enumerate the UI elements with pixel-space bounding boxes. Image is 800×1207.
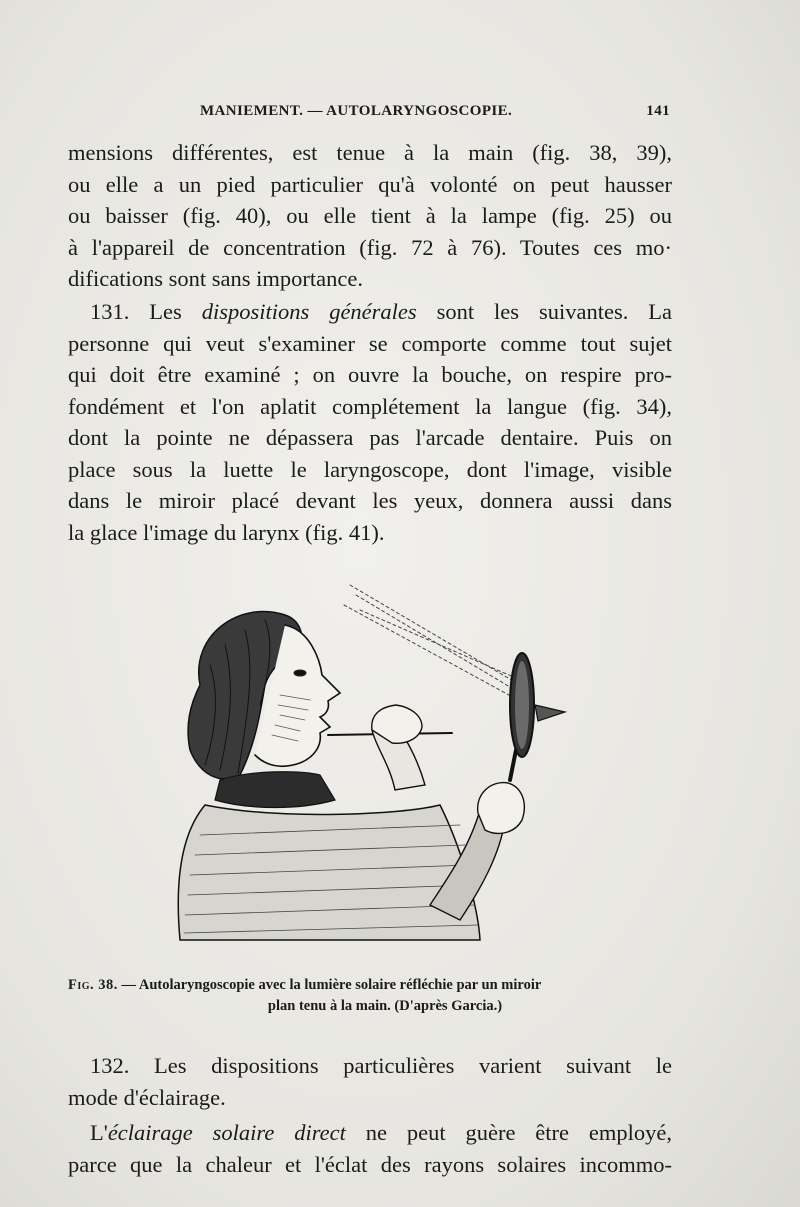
light-rays bbox=[344, 585, 520, 701]
autolaryngoscopy-engraving bbox=[160, 575, 590, 955]
text-line bbox=[68, 1117, 672, 1149]
text-line: personne qui veut s'examiner se comporte comme tout sujet bbox=[68, 330, 672, 356]
text-span: ne peut guère être employé, bbox=[345, 1120, 673, 1145]
text-line: mensions différentes, est tenue à la main (fig. 38, 39), bbox=[68, 140, 672, 165]
text-line: mode d'éclairage. bbox=[68, 1084, 226, 1110]
figure-caption bbox=[68, 975, 672, 1017]
text-line: ou elle a un pied particulier qu'à volonté on peut hausser bbox=[68, 171, 672, 197]
text-line: parce que la chaleur et l'éclat des rayons solaires incommo- bbox=[68, 1151, 672, 1177]
text-line: difications sont sans importance. bbox=[68, 266, 363, 291]
text-span: sont les suivantes. La bbox=[416, 299, 672, 324]
text-line: fondément et l'on aplatit complétement la langue (fig. 34), bbox=[68, 393, 672, 419]
text-span: L' bbox=[90, 1120, 108, 1145]
text-line: ou baisser (fig. 40), ou elle tient à la lampe (fig. 25) ou bbox=[68, 203, 672, 228]
caption-line: plan tenu à la main. (D'après Garcia.) bbox=[267, 998, 503, 1014]
text-line: 132. Les dispositions particulières varient suivant le bbox=[90, 1053, 672, 1078]
text-line: place sous la luette le laryngoscope, dont l'image, visible bbox=[68, 456, 672, 482]
text-line: la glace l'image du larynx (fig. 41). bbox=[68, 519, 385, 545]
paragraph-131 bbox=[68, 296, 672, 548]
paragraph-continued bbox=[68, 137, 672, 295]
paragraph-eclairage bbox=[68, 1117, 672, 1180]
page-number: 141 bbox=[646, 103, 670, 119]
text-line: dans le miroir placé devant les yeux, donnera aussi dans bbox=[68, 488, 672, 513]
header-title: MANIEMENT. — AUTOLARYNGOSCOPIE. bbox=[200, 103, 513, 119]
text-line: qui doit être examiné ; on ouvre la bouche, on respire pro- bbox=[68, 362, 672, 387]
emphasis-text: éclairage solaire direct bbox=[107, 1120, 346, 1145]
caption-text: — Autolaryngoscopie avec la lumière solaire réfléchie par un miroir bbox=[117, 977, 542, 993]
engraving-illustration bbox=[160, 575, 590, 955]
text-line bbox=[68, 296, 672, 328]
text-line: dont la pointe ne dépassera pas l'arcade dentaire. Puis on bbox=[68, 425, 672, 450]
emphasis-text: dispositions générales bbox=[201, 299, 417, 324]
paragraph-132 bbox=[68, 1050, 672, 1113]
text-line: à l'appareil de concentration (fig. 72 à 76). Toutes ces mo· bbox=[68, 234, 672, 260]
text-span: 131. Les bbox=[90, 299, 202, 324]
caption-line bbox=[68, 975, 672, 996]
figure-label: Fig. 38. bbox=[68, 977, 118, 993]
